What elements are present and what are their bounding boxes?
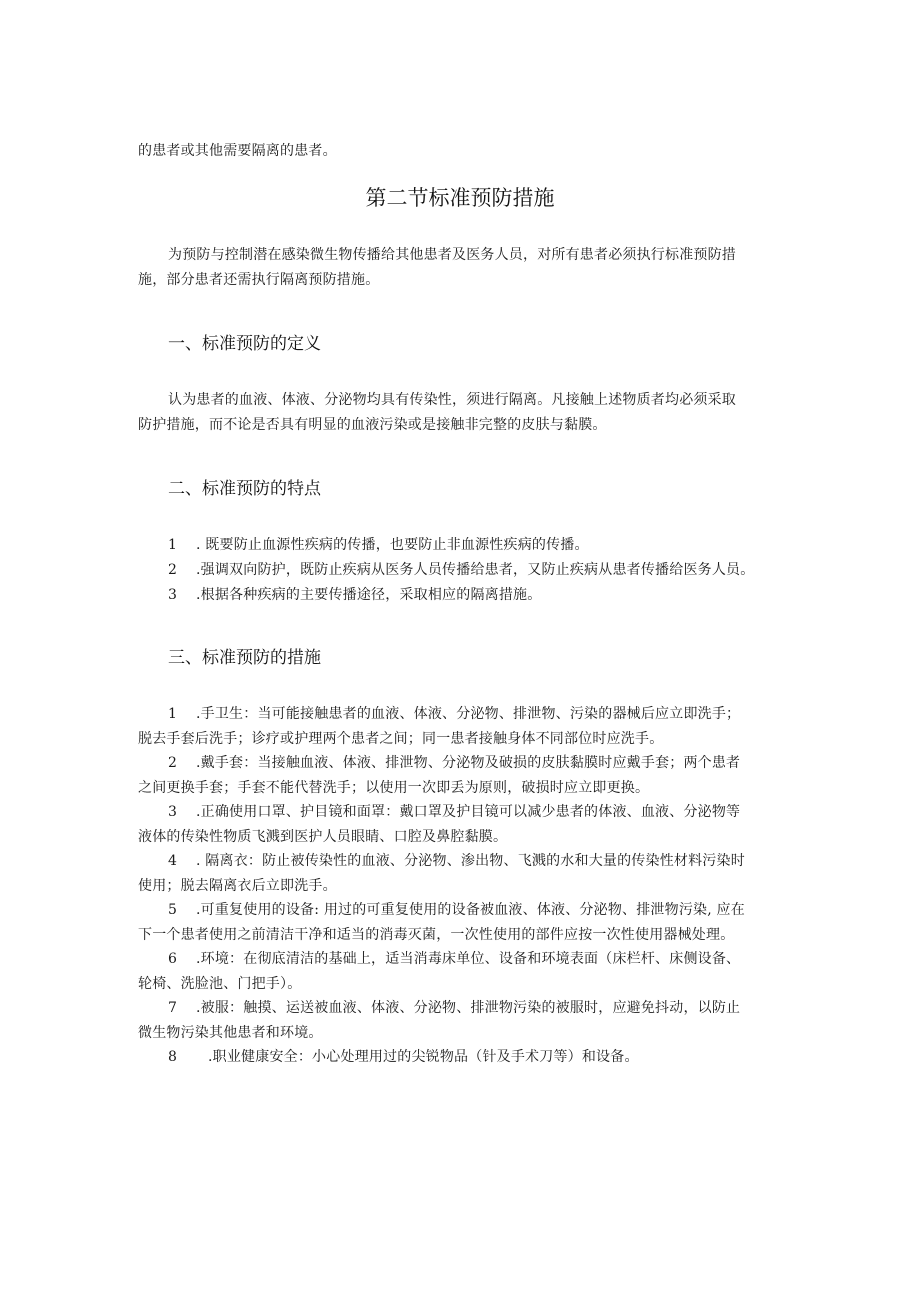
item-text: .职业健康安全：小心处理用过的尖锐物品（针及手术刀等）和设备。 xyxy=(208,1049,639,1065)
list-item xyxy=(168,704,798,724)
item-number: 3 xyxy=(168,587,178,603)
section1-heading: 一、标准预防的定义 xyxy=(168,334,321,354)
list-item xyxy=(168,851,798,871)
item-text: .根据各种疾病的主要传播途径，采取相应的隔离措施。 xyxy=(196,587,542,603)
list-item xyxy=(168,998,798,1018)
list-item xyxy=(168,949,798,969)
item-text: . 隔离衣：防止被传染性的血液、分泌物、渗出物、飞溅的水和大量的传染性材料污染时 xyxy=(196,853,745,869)
list-item-continuation: 使用；脱去隔离衣后立即洗手。 xyxy=(138,878,337,894)
item-text: . 既要防止血源性疾病的传播，也要防止非血源性疾病的传播。 xyxy=(196,537,589,553)
list-item-continuation: 之间更换手套；手套不能代替洗手；以使用一次即丢为原则，破损时应立即更换。 xyxy=(138,780,650,796)
item-text: .正确使用口罩、护目镜和面罩：戴口罩及护目镜可以减少患者的体液、血液、分泌物等 xyxy=(196,804,741,820)
intro-line-2: 施，部分患者还需执行隔离预防措施。 xyxy=(138,272,380,288)
list-item xyxy=(168,560,798,580)
list-item-continuation: 微生物污染其他患者和环境。 xyxy=(138,1025,323,1041)
list-item xyxy=(168,753,798,773)
list-item-continuation: 脱去手套后洗手；诊疗或护理两个患者之间；同一患者接触身体不同部位时应洗手。 xyxy=(138,731,664,747)
item-number: 1 xyxy=(168,706,178,722)
section2-heading: 二、标准预防的特点 xyxy=(168,479,321,499)
item-number: 8 xyxy=(168,1049,178,1065)
intro-line-1: 为预防与控制潜在感染微生物传播给其他患者及医务人员，对所有患者必须执行标准预防措 xyxy=(168,247,736,263)
page-title: 第二节标准预防措施 xyxy=(365,186,555,210)
item-text: .强调双向防护，既防止疾病从医务人员传播给患者，又防止疾病从患者传播给医务人员。 xyxy=(196,562,755,578)
item-text: .被服：触摸、运送被血液、体液、分泌物、排泄物污染的被服时，应避免抖动，以防止 xyxy=(196,1000,741,1016)
list-item-continuation: 下一个患者使用之前清洁干净和适当的消毒灭菌，一次性使用的部件应按一次性使用器械处理。 xyxy=(138,927,735,943)
continuation-text: 的患者或其他需要隔离的患者。 xyxy=(138,143,337,159)
list-item xyxy=(168,585,798,605)
list-item xyxy=(168,802,798,822)
item-number: 5 xyxy=(168,902,178,918)
section1-line-2: 防护措施，而不论是否具有明显的血液污染或是接触非完整的皮肤与黏膜。 xyxy=(138,417,607,433)
item-number: 7 xyxy=(168,1000,178,1016)
item-number: 2 xyxy=(168,755,178,771)
list-item xyxy=(168,1047,798,1067)
list-item-continuation: 轮椅、洗脸池、门把手）。 xyxy=(138,976,302,992)
list-item xyxy=(168,900,798,920)
item-text: .手卫生：当可能接触患者的血液、体液、分泌物、排泄物、污染的器械后应立即洗手； xyxy=(196,706,741,722)
item-number: 4 xyxy=(168,853,178,869)
item-number: 6 xyxy=(168,951,178,967)
list-item xyxy=(168,535,798,555)
section1-line-1: 认为患者的血液、体液、分泌物均具有传染性，须进行隔离。凡接触上述物质者均必须采取 xyxy=(168,392,736,408)
item-number: 2 xyxy=(168,562,178,578)
item-text: .戴手套：当接触血液、体液、排泄物、分泌物及破损的皮肤黏膜时应戴手套；两个患者 xyxy=(196,755,741,771)
item-text: .环境：在彻底清洁的基础上，适当消毒床单位、设备和环境表面（床栏杆、床侧设备、 xyxy=(196,951,741,967)
list-item-continuation: 液体的传染性物质飞溅到医护人员眼睛、口腔及鼻腔黏膜。 xyxy=(138,829,508,845)
item-text: .可重复使用的设备: 用过的可重复使用的设备被血液、体液、分泌物、排泄物污染, 应在 xyxy=(196,902,745,918)
section3-heading: 三、标准预防的措施 xyxy=(168,648,321,668)
item-number: 3 xyxy=(168,804,178,820)
item-number: 1 xyxy=(168,537,178,553)
